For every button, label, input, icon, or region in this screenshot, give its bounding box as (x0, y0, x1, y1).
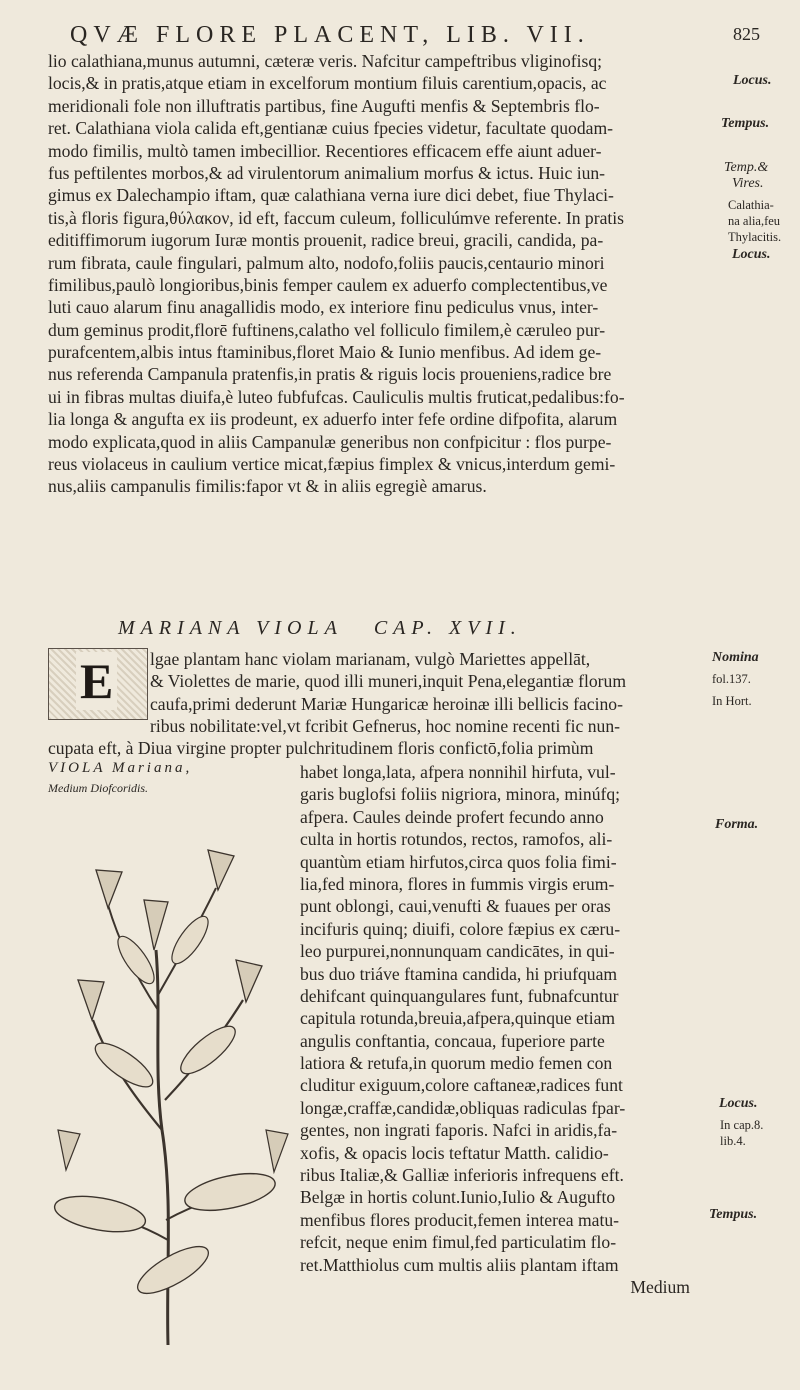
text-line: xofis, & opacis locis teftatur Matth. calidio- (300, 1142, 609, 1163)
margin-note-temp: Temp.& (724, 160, 769, 175)
running-title: QVÆ FLORE PLACENT, LIB. VII. (70, 22, 590, 48)
plant-woodcut-illustration (38, 800, 308, 1350)
margin-note-in-hort: In Hort. (712, 694, 752, 708)
text-line: refcit, neque enim fimul,fed particulatim flo- (300, 1232, 617, 1253)
chapter-intro (150, 648, 626, 738)
margin-note-locus-3: Locus. (719, 1096, 758, 1111)
text-line: gentes, non ingrati faporis. Nafci in aridis,fa- (300, 1120, 618, 1141)
decorated-initial (48, 648, 148, 720)
chapter-number: CAP. XVII. (373, 617, 522, 639)
text-line: Belgæ in hortis colunt.Iunio,Iulio & Augufto (300, 1187, 616, 1208)
margin-note-locus-2: Locus. (732, 247, 771, 262)
margin-note-nomina: Nomina (712, 650, 759, 665)
text-line: afpera. Caules deinde profert fecundo anno (300, 806, 604, 827)
text-line: reus violaceus in caulium vertice micat,fæpius fimplex & vnicus,interdum gemi- (48, 454, 616, 475)
text-line: ret.Matthiolus cum multis aliis plantam iftam (300, 1254, 619, 1275)
text-line: culta in hortis rotundos, rectos, ramofos, ali- (300, 829, 613, 850)
text-line: tis,à floris figura,θύλακον, id eft, faccum culeum, folliculúmve referente. In pratis (48, 207, 625, 228)
top-paragraph (48, 50, 625, 498)
chapter-heading (118, 617, 542, 640)
text-line: ribus nobilitate:vel,vt fcribit Gefnerus, hoc nomine recenti fic nun- (150, 716, 620, 737)
margin-note-forma: Forma. (715, 817, 759, 832)
text-line: purafcentem,albis intus ftaminibus,floret Maio & Iunio menfibus. Ad idem ge- (48, 342, 602, 363)
text-line: modo explicata,quod in aliis Campanulæ generibus non confpicitur : flos purpe- (48, 431, 612, 452)
text-line: lgae plantam hanc violam marianam, vulgò Mariettes appellāt, (150, 649, 591, 669)
text-line: luti cauo alarum finu anagallidis modo, ex interiore finu pediculus vnus, inter- (48, 297, 599, 318)
text-line: fimilibus,paulò longioribus,binis femper caulem ex aduerfo complectentibus,ve (48, 274, 608, 295)
text-line: meridionali fole non illuftratis partibus, fine Augufti menfis & Septembris flo- (48, 95, 600, 116)
text-line: angulis conftantia, concaua, fuperiore parte (300, 1030, 605, 1051)
text-line: bus duo triáve ftamina candida, hi priufquam (300, 963, 618, 984)
margin-note-fol: fol.137. (712, 672, 751, 686)
running-header (70, 22, 760, 52)
text-line: fus peftilentes morbos,& ad virulentorum animalium morfus & ictus. Huic iun- (48, 162, 606, 183)
text-line: incifuris quinq; diuifi, colore fæpius ex cæru- (300, 918, 621, 939)
margin-note-tempus: Tempus. (721, 116, 770, 131)
text-line: nus referenda Campanula pratenfis,in pratis & riguis locis proueniens,radice bre (48, 364, 612, 385)
text-line: habet longa,lata, afpera nonnihil hirfuta, vul- (300, 762, 616, 782)
text-line: longæ,craffæ,candidæ,obliquas radiculas fpar- (300, 1097, 626, 1118)
text-line: caufa,primi dederunt Mariæ Hungaricæ heroinæ illi bellicis facino- (150, 693, 623, 714)
margin-note-in-cap: In cap.8. (720, 1118, 764, 1132)
text-line: ui in fibras multas diuifa,è luteo fubfufcas. Cauliculis multis fruticat,pedalibus:fo- (48, 386, 625, 407)
initial-letter: E (76, 652, 117, 710)
text-line: capitula rotunda,breuia,afpera,quinque etiam (300, 1008, 616, 1029)
catchword: Medium (630, 1276, 690, 1297)
text-line: lia longa & angufta ex iis prodeunt, ex aduerfo inter fefe ordine difpofita, alarum (48, 409, 618, 430)
right-column-text (300, 761, 690, 1298)
text-line: gimus ex Dalechampio iftam, quæ calathiana verna iure dici debet, fiue Thylaci- (48, 185, 614, 206)
text-line: rum fibrata, caule fingulari, palmum alto, nodofo,foliis paucis,centaurio minori (48, 252, 605, 273)
text-line: dehifcant quinquangulares funt, fubnafcuntur (300, 985, 619, 1006)
text-line: garis buglofsi foliis nigriora, minora, minúfq; (300, 784, 621, 805)
text-line: locis,& in pratis,atque etiam in excelforum montium filuis carentium,opacis, ac (48, 73, 607, 94)
text-line: leo purpurei,nonnunquam candicātes, in qui- (300, 941, 615, 962)
text-line: punt oblongi, caui,venufti & fuaues per oras (300, 896, 611, 917)
margin-note-calathiana-1: Calathia- (728, 198, 774, 212)
text-line: quantùm etiam hirfutos,circa quos folia fimi- (300, 851, 617, 872)
figure-caption: VIOLA Mariana, (48, 760, 193, 776)
margin-note-calathiana-2: na alia,feu (728, 214, 781, 228)
text-line: lio calathiana,munus autumni, cæteræ veris. Nafcitur campeftribus vliginofisq; (48, 51, 603, 71)
text-line: nus,aliis campanulis fimilis:fapor vt & in aliis egregiè amarus. (48, 476, 487, 497)
margin-note-tempus-2: Tempus. (709, 1207, 758, 1222)
text-line: ret. Calathiana viola calida eft,gentianæ cuius fpecies videtur, facultate quodam- (48, 118, 614, 139)
text-line: editiffimorum iugorum Iuræ montis prouenit, radice breui, gracili, candida, pa- (48, 230, 604, 251)
text-line: latiora & retufa,in quorum medio femen con (300, 1053, 613, 1074)
margin-note-calathiana-3: Thylacitis. (728, 230, 782, 244)
full-width-line: cupata eft, à Diua virgine propter pulchritudinem floris confictō,folia primùm (48, 738, 594, 758)
text-line: lia,fed minora, flores in fummis virgis erum- (300, 873, 615, 894)
text-line: dum geminus prodit,florē fuftinens,calatho vel folliculo fimilem,è cæruleo pur- (48, 319, 606, 340)
margin-note-vires: Vires. (732, 176, 764, 191)
margin-note-lib: lib.4. (720, 1134, 746, 1148)
text-line: ribus Italiæ,& Galliæ inferioris infrequens eft. (300, 1165, 624, 1186)
margin-note-locus: Locus. (733, 73, 772, 88)
text-line: menfibus flores producit,femen interea matu- (300, 1209, 620, 1230)
chapter-title: MARIANA VIOLA (118, 617, 343, 639)
text-line: modo fimilis, multò tamen imbecillior. Recentiores efficacem effe aiunt aduer- (48, 140, 602, 161)
text-line: cluditur exiguum,colore caftaneæ,radices funt (300, 1075, 623, 1096)
figure-subcaption: Medium Diofcoridis. (48, 781, 148, 795)
text-line: & Violettes de marie, quod illi muneri,inquit Pena,elegantiæ florum (150, 671, 627, 692)
page-number: 825 (733, 24, 760, 44)
